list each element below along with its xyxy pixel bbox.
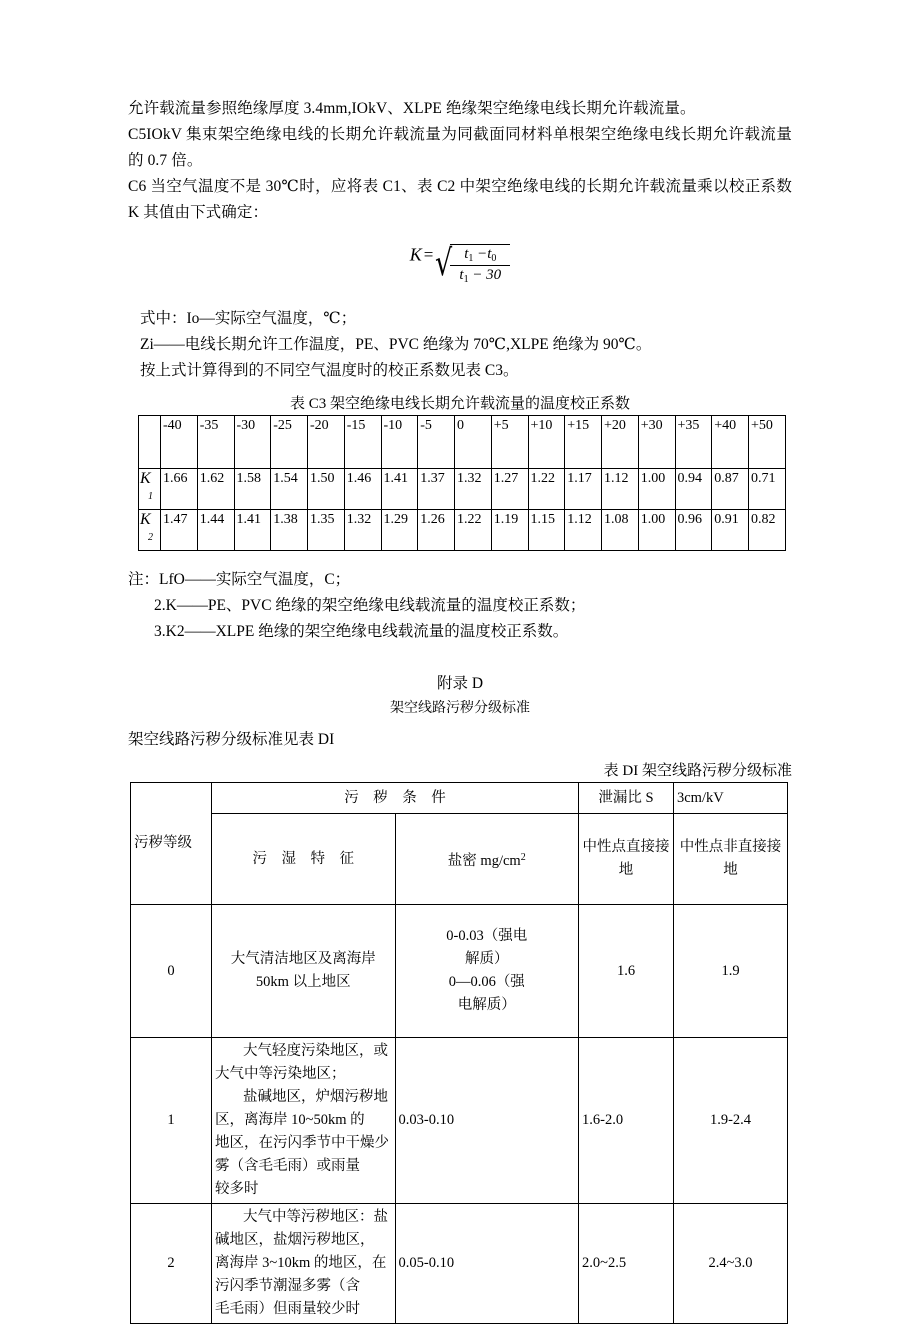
k2-value-5: 1.32 (344, 510, 381, 551)
k2-value-9: 1.19 (491, 510, 528, 551)
legend-line-1: 式中：Io—实际空气温度，℃； (140, 310, 357, 327)
row-1-level: 1 (131, 1038, 212, 1204)
k2-value-16: 0.82 (749, 510, 786, 551)
table-c3-row-k1 (139, 469, 786, 510)
k2-value-10: 1.15 (528, 510, 565, 551)
row-1-salt-density: 0.03-0.10 (395, 1038, 579, 1204)
formula-fraction (450, 244, 510, 285)
header-leak-ratio: 泄漏比 S (579, 783, 674, 814)
row-2-feature (212, 1204, 396, 1324)
table-c3-caption: 表 C3 架空绝缘电线长期允许载流量的温度校正系数 (289, 396, 630, 412)
k1-value-8: 1.32 (455, 469, 492, 510)
header-neutral-indirect-ground: 中性点非直接接地 (674, 814, 788, 905)
k2-value-0: 1.47 (161, 510, 198, 551)
temp-header-9: +5 (491, 416, 528, 469)
k1-value-5: 1.46 (344, 469, 381, 510)
k2-value-13: 1.00 (638, 510, 675, 551)
row-1-feature-line-1: 大气轻度污染地区，或大气中等污染地区； (215, 1043, 388, 1082)
formula-numerator: $t_1 -t_0$ (450, 246, 510, 266)
k1-value-1: 1.62 (197, 469, 234, 510)
page-content (128, 96, 792, 1324)
row-1-feature (212, 1038, 396, 1204)
row-2-feature-line-2: 离海岸 3~10km 的地区，在污闪季节潮湿多雾（含 (215, 1255, 387, 1294)
row-2-level: 2 (131, 1204, 212, 1324)
row-2-indirect-ground: 2.4~3.0 (674, 1204, 788, 1324)
temp-header-11: +15 (565, 416, 602, 469)
row-1-feature-line-2: 盐碱地区，炉烟污秽地区，离海岸 10~50km 的 (215, 1089, 388, 1128)
paragraph-c5: C5IOkV 集束架空绝缘电线的长期允许载流量为同截面同材料单根架空绝缘电线长期允许载流量的 0.7 倍。 (128, 126, 792, 169)
k1-value-14: 0.94 (675, 469, 712, 510)
temp-header-5: -15 (344, 416, 381, 469)
table-c3-notes (128, 567, 792, 645)
k1-value-15: 0.87 (712, 469, 749, 510)
temp-header-12: +20 (602, 416, 639, 469)
table-c3-header-row (139, 416, 786, 469)
k1-value-11: 1.17 (565, 469, 602, 510)
note-line-1: 注：LfO——实际空气温度，C； (128, 571, 351, 588)
table-d1 (130, 782, 788, 1324)
header-wet-feature: 污 湿 特 征 (212, 814, 396, 905)
table-c3-row-k2 (139, 510, 786, 551)
appendix-subtitle: 架空线路污秽分级标准 (390, 701, 530, 716)
k2-value-8: 1.22 (455, 510, 492, 551)
row-1-direct-ground: 1.6-2.0 (579, 1038, 674, 1204)
row-2-feature-line-3: 毛毛雨）但雨量较少时 (215, 1301, 360, 1317)
formula-equals: = (423, 245, 434, 265)
temp-header-3: -25 (271, 416, 308, 469)
row-2-feature-line-1: 大气中等污秽地区：盐碱地区，盐烟污秽地区， (215, 1209, 388, 1248)
k2-value-1: 1.44 (197, 510, 234, 551)
row-0-feature: 大气清洁地区及离海岸 50km 以上地区 (212, 905, 396, 1038)
row-0-level: 0 (131, 905, 212, 1038)
header-neutral-direct-ground: 中性点直接接地 (579, 814, 674, 905)
header-salt-density: 盐密 $mg/cm^2$ (395, 814, 579, 905)
row-2-direct-ground: 2.0~2.5 (579, 1204, 674, 1324)
k2-value-6: 1.29 (381, 510, 418, 551)
k2-value-7: 1.26 (418, 510, 455, 551)
temp-header-1: -35 (197, 416, 234, 469)
formula-lhs: K (409, 244, 422, 265)
table-c3 (138, 415, 786, 551)
temp-header-15: +40 (712, 416, 749, 469)
formula-radical (435, 244, 510, 285)
header-leak-unit: 3cm/kV (674, 783, 788, 814)
temp-header-10: +10 (528, 416, 565, 469)
row-label-k1: K 1 (139, 469, 161, 510)
k2-value-11: 1.12 (565, 510, 602, 551)
formula-expression (410, 244, 511, 285)
row-1-feature-line-4: 较多时 (215, 1181, 259, 1197)
temp-header-4: -20 (308, 416, 345, 469)
k1-value-7: 1.37 (418, 469, 455, 510)
row-0-salt-density: 0-0.03（强电 解质） 0—0.06（强 电解质） (395, 905, 579, 1038)
k1-value-10: 1.22 (528, 469, 565, 510)
header-pollution-level: 污秽等级 (131, 783, 212, 905)
table-row (131, 905, 788, 1038)
temp-header-13: +30 (638, 416, 675, 469)
k1-value-13: 1.00 (638, 469, 675, 510)
square-root-icon: √ (435, 243, 453, 284)
row-0-direct-ground: 1.6 (579, 905, 674, 1038)
k1-value-6: 1.41 (381, 469, 418, 510)
k1-value-3: 1.54 (271, 469, 308, 510)
k2-value-2: 1.41 (234, 510, 271, 551)
k1-value-0: 1.66 (161, 469, 198, 510)
k1-value-4: 1.50 (308, 469, 345, 510)
temp-header-14: +35 (675, 416, 712, 469)
formula-correction-factor (128, 240, 792, 294)
temp-header-8: 0 (455, 416, 492, 469)
k1-value-9: 1.27 (491, 469, 528, 510)
row-1-feature-line-3: 地区，在污闪季节中干燥少雾（含毛毛雨）或雨量 (215, 1135, 389, 1174)
k2-value-4: 1.35 (308, 510, 345, 551)
temp-header-7: -5 (418, 416, 455, 469)
k2-value-15: 0.91 (712, 510, 749, 551)
temp-header-0: -40 (161, 416, 198, 469)
k1-value-16: 0.71 (749, 469, 786, 510)
header-pollution-conditions: 污 秽 条 件 (212, 783, 579, 814)
k1-value-12: 1.12 (602, 469, 639, 510)
appendix-title: 附录 D (436, 675, 484, 692)
formula-denominator: $t_1 - 30$ (459, 267, 502, 285)
row-0-indirect-ground: 1.9 (674, 905, 788, 1038)
table-d1-header-top-row (131, 783, 788, 814)
k2-value-14: 0.96 (675, 510, 712, 551)
k2-value-12: 1.08 (602, 510, 639, 551)
legend-line-2: Zi——电线长期允许工作温度，PE、PVC 绝缘为 70℃,XLPE 绝缘为 90℃。 (140, 336, 652, 353)
note-line-3: 3.K2——XLPE 绝缘的架空绝缘电线载流量的温度校正系数。 (154, 623, 569, 640)
k1-value-2: 1.58 (234, 469, 271, 510)
row-2-salt-density: 0.05-0.10 (395, 1204, 579, 1324)
appendix-intro: 架空线路污秽分级标准见表 DI (128, 731, 335, 748)
paragraph-c4: 允许载流量参照绝缘厚度 3.4mm,IOkV、XLPE 绝缘架空绝缘电线长期允许载流量。 (128, 100, 696, 117)
temp-header-16: +50 (749, 416, 786, 469)
temp-header-2: -30 (234, 416, 271, 469)
table-c3-corner-cell (139, 416, 161, 469)
paragraph-c6: C6 当空气温度不是 30℃时，应将表 C1、表 C2 中架空绝缘电线的长期允许载流量乘以校正系数 K 其值由下式确定： (128, 178, 792, 221)
table-row (131, 1204, 788, 1324)
table-d1-header-main-row (131, 814, 788, 905)
row-1-indirect-ground: 1.9-2.4 (674, 1038, 788, 1204)
k2-value-3: 1.38 (271, 510, 308, 551)
table-row (131, 1038, 788, 1204)
temp-header-6: -10 (381, 416, 418, 469)
table-d1-caption: 表 DI 架空线路污秽分级标准 (603, 763, 792, 779)
row-label-k2: K 2 (139, 510, 161, 551)
note-line-2: 2.K——PE、PVC 绝缘的架空绝缘电线载流量的温度校正系数； (154, 597, 586, 614)
legend-line-3: 按上式计算得到的不同空气温度时的校正系数见表 C3。 (140, 362, 519, 379)
